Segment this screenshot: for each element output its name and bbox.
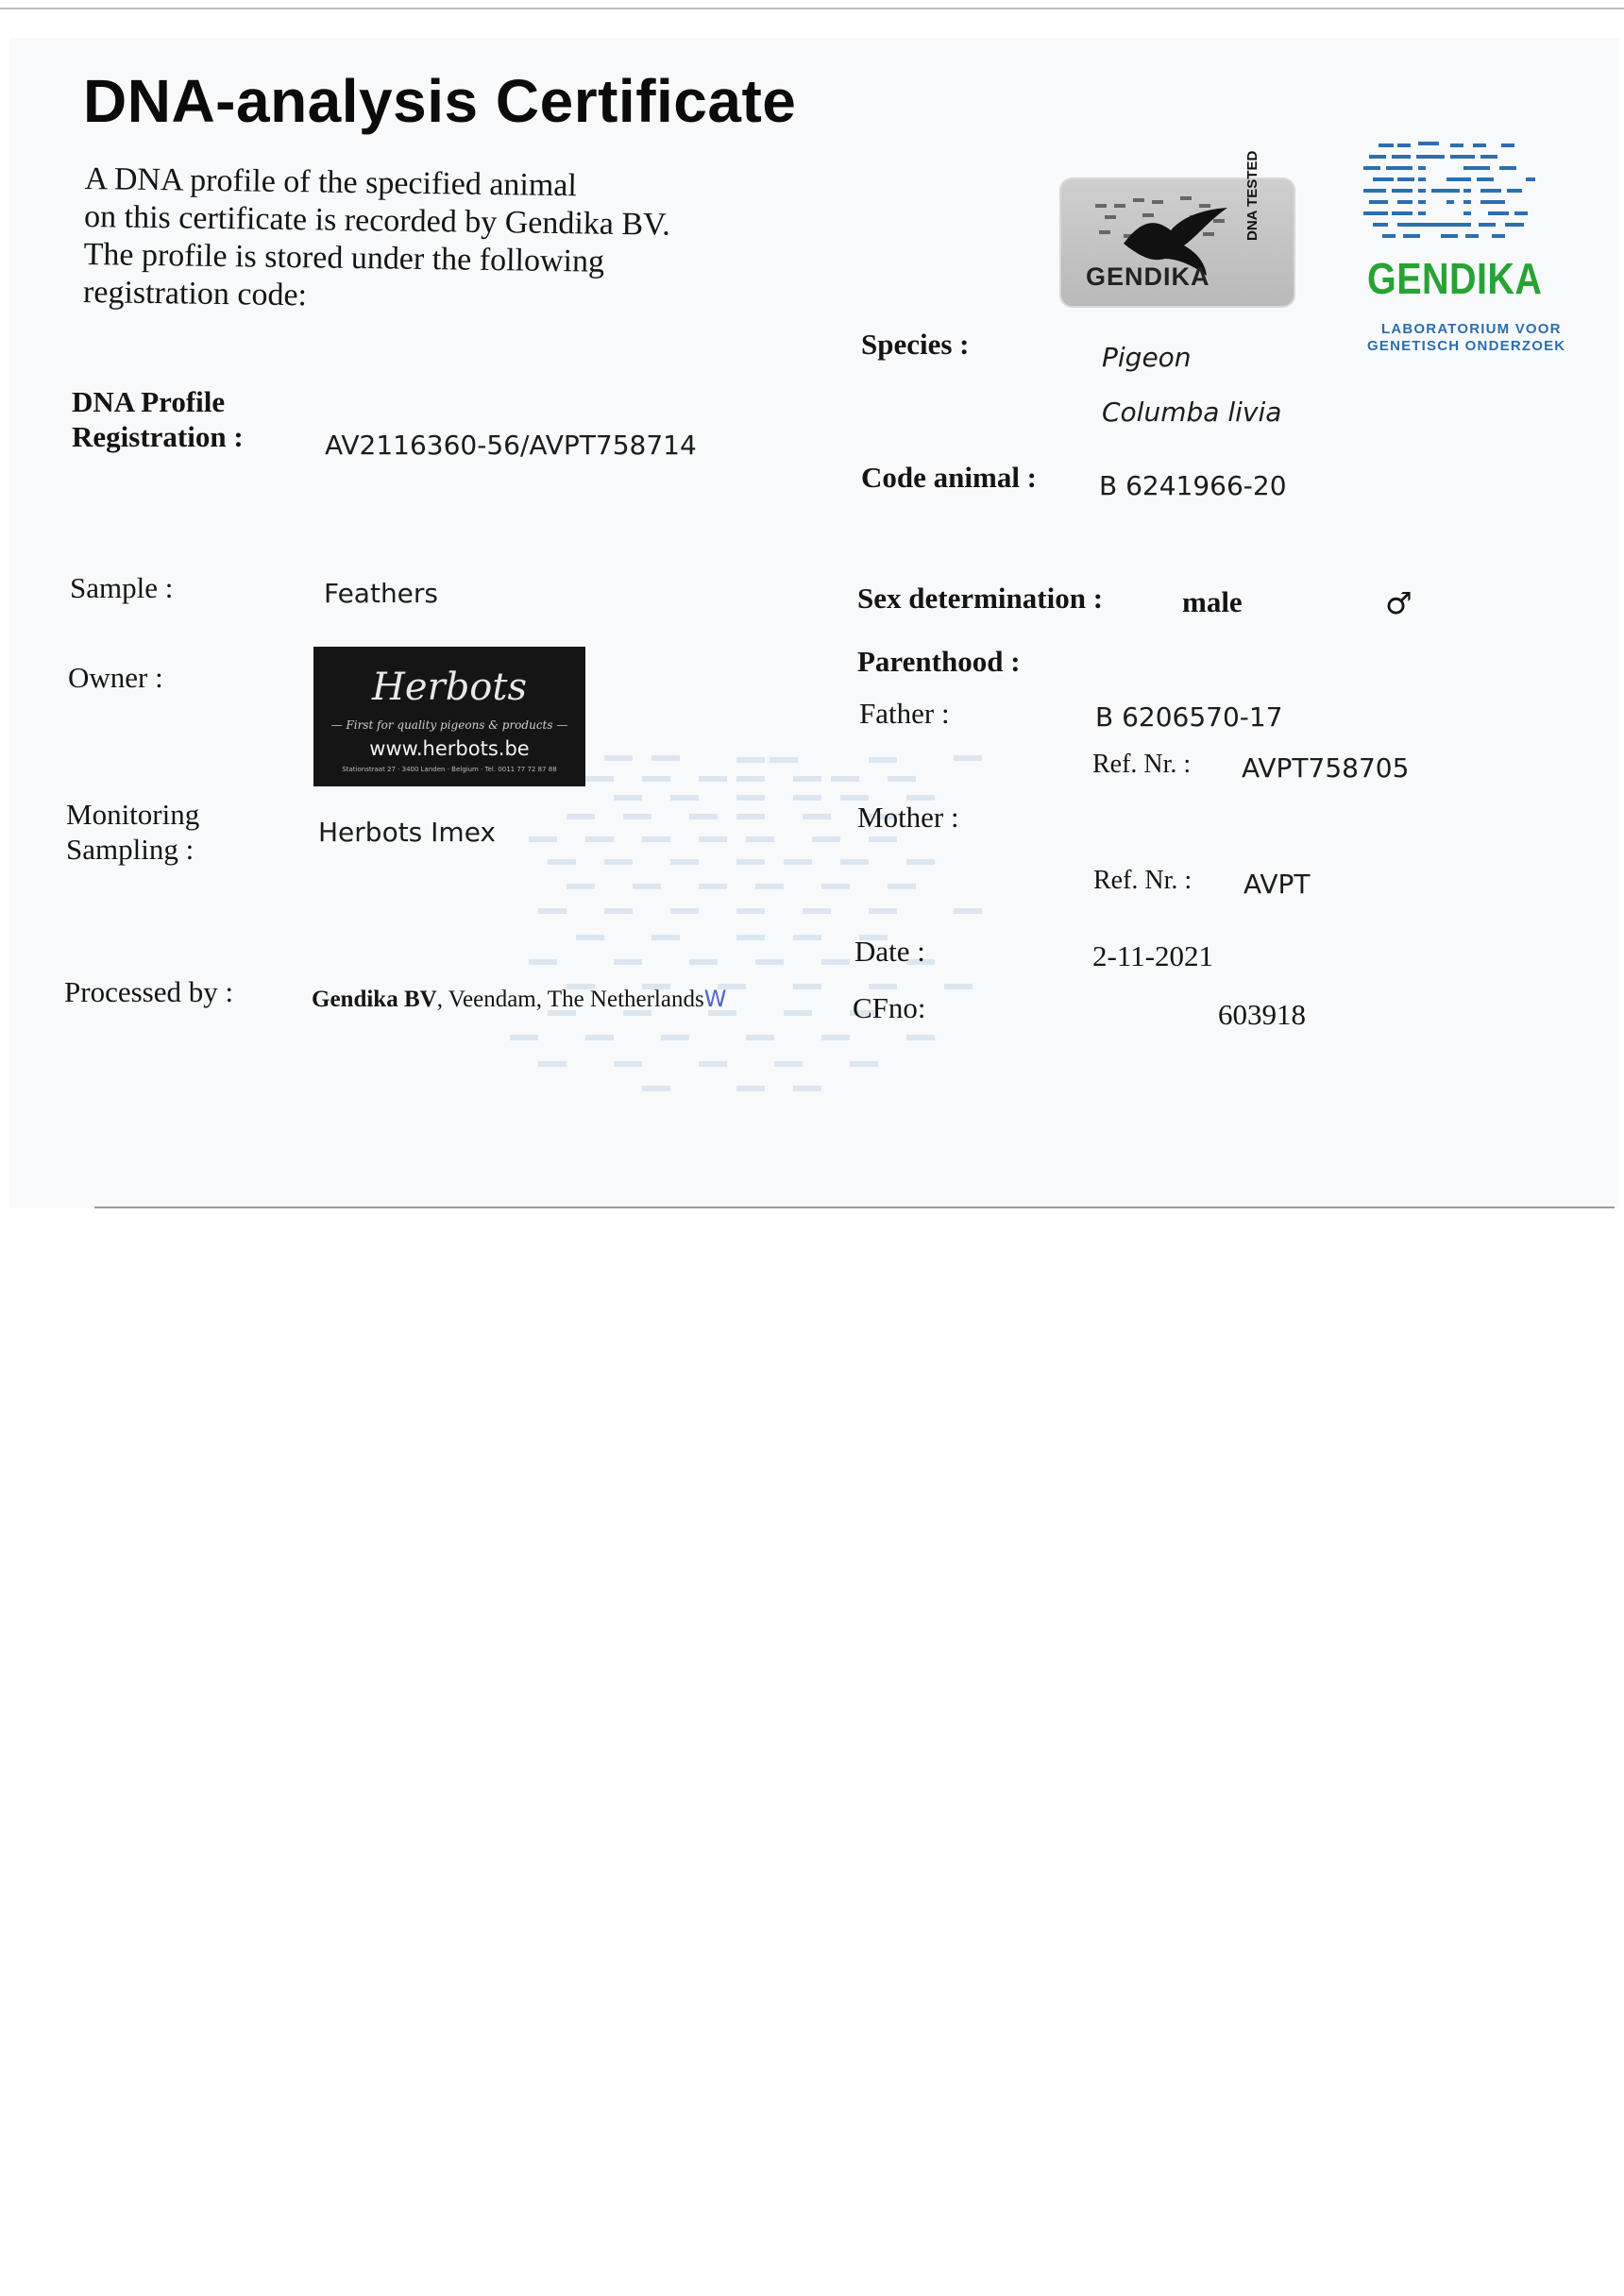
herbots-logo-tagline: — First for quality pigeons & products — — [330, 718, 568, 732]
cfno-label: CFno: — [853, 991, 926, 1024]
gendika-logo-text: GENDIKA — [1367, 254, 1543, 303]
processed-by-label: Processed by : — [64, 975, 234, 1008]
species-value: Pigeon — [1102, 342, 1192, 373]
sampling-label: Sampling : — [66, 833, 195, 866]
owner-label: Owner : — [68, 661, 163, 694]
processed-by-location: , Veendam, The Netherlands — [436, 987, 704, 1012]
code-animal-value: B 6241966-20 — [1099, 470, 1287, 501]
parenthood-label: Parenthood : — [857, 645, 1021, 678]
date-label: Date : — [854, 935, 925, 968]
dna-watermark — [510, 746, 1076, 1105]
sample-label: Sample : — [70, 571, 174, 604]
sex-value: male — [1182, 585, 1243, 618]
processed-by-company: Gendika BV — [312, 987, 437, 1012]
father-ref-label: Ref. Nr. : — [1092, 750, 1192, 779]
owner-herbots-logo — [313, 647, 585, 786]
father-ref-value: AVPT758705 — [1242, 752, 1410, 784]
monitoring-value: Herbots Imex — [318, 817, 497, 848]
herbots-logo-address: Stationstraat 27 · 3400 Landen · Belgium · Tel. 0011 77 72 87 88 — [342, 766, 557, 773]
monitoring-label: Monitoring — [66, 798, 200, 831]
mother-label: Mother : — [857, 801, 959, 834]
intro-line-2: on this certificate is recorded by Gendika BV. — [83, 198, 671, 243]
gendika-logo-subtitle-2: GENETISCH ONDERZOEK — [1367, 338, 1566, 354]
father-value: B 6206570-17 — [1095, 701, 1283, 733]
intro-line-1: A DNA profile of the specified animal — [84, 160, 578, 204]
dna-profile-label: DNA Profile — [72, 385, 226, 418]
male-symbol-icon: ♂ — [1385, 585, 1413, 621]
mother-ref-value: AVPT — [1243, 869, 1311, 900]
scan-edge-top — [0, 8, 1624, 9]
herbots-logo-name: Herbots — [372, 666, 527, 709]
herbots-logo-url: www.herbots.be — [369, 737, 530, 760]
registration-value: AV2116360-56/AVPT758714 — [325, 430, 697, 461]
gendika-logo-mark — [1360, 140, 1539, 262]
seal-dna-tested-text: DNA TESTED — [1244, 150, 1260, 241]
cfno-value: 603918 — [1218, 998, 1306, 1031]
date-value: 2-11-2021 — [1092, 939, 1213, 972]
gendika-logo-subtitle-1: LABORATORIUM VOOR — [1381, 321, 1562, 337]
sample-value: Feathers — [324, 578, 439, 609]
code-animal-label: Code animal : — [861, 461, 1037, 494]
intro-line-4: registration code: — [82, 274, 308, 313]
species-label: Species : — [861, 328, 970, 361]
processed-by-initial-mark: W — [703, 986, 727, 1012]
intro-paragraph — [83, 160, 671, 320]
father-label: Father : — [859, 697, 950, 730]
processed-by-value — [312, 986, 726, 1013]
seal-gendika-text: GENDIKA — [1086, 262, 1210, 291]
sex-determination-label: Sex determination : — [857, 582, 1104, 615]
intro-line-3: The profile is stored under the following — [83, 236, 605, 279]
certificate-title: DNA-analysis Certificate — [83, 67, 797, 135]
species-latin-value: Columba livia — [1102, 397, 1282, 428]
card-bottom-edge — [94, 1207, 1615, 1208]
mother-ref-label: Ref. Nr. : — [1093, 866, 1193, 895]
registration-label: Registration : — [72, 420, 244, 453]
